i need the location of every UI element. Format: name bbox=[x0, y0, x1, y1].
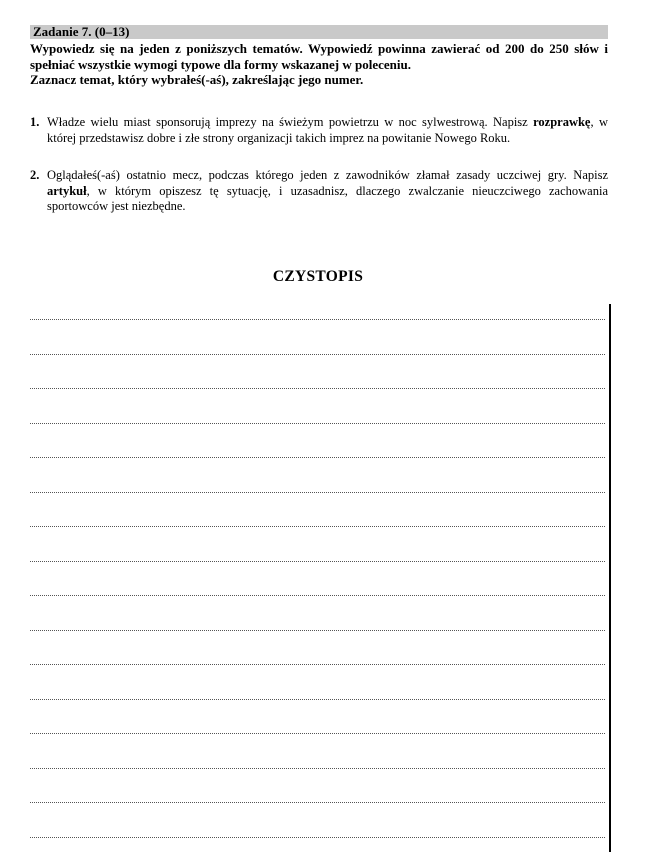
topic-list bbox=[30, 115, 608, 215]
writing-line[interactable] bbox=[30, 388, 605, 389]
writing-line[interactable] bbox=[30, 457, 605, 458]
writing-line[interactable] bbox=[30, 699, 605, 700]
task-instruction bbox=[30, 41, 608, 88]
writing-line[interactable] bbox=[30, 319, 605, 320]
topic-number-1[interactable]: 1. bbox=[30, 115, 40, 129]
writing-line[interactable] bbox=[30, 733, 605, 734]
writing-line[interactable] bbox=[30, 630, 605, 631]
task-header: Zadanie 7. (0–13) bbox=[30, 25, 608, 39]
writing-line[interactable] bbox=[30, 595, 605, 596]
clean-copy-title: CZYSTOPIS bbox=[272, 268, 364, 285]
margin-line bbox=[609, 304, 611, 852]
writing-line[interactable] bbox=[30, 664, 605, 665]
writing-line[interactable] bbox=[30, 768, 605, 769]
topic-item-2[interactable] bbox=[30, 168, 608, 215]
topic-text-2-after: , w którym opiszesz tę sytuację, i uzasadnisz, dlaczego zwalczanie nieuczciwego zachowania sportowców jest niezbędne. bbox=[47, 183, 608, 213]
instruction-choose-topic: Zaznacz temat, który wybrałeś(-aś), zakreślając jego numer. bbox=[30, 72, 364, 87]
writing-line[interactable] bbox=[30, 802, 605, 803]
topic-text-1-after: , w której przedstawisz dobre i złe strony organizacji takich imprez na powitanie Nowego Roku. bbox=[47, 115, 608, 145]
writing-line[interactable] bbox=[30, 561, 605, 562]
topic-form-2: artykuł bbox=[47, 183, 87, 198]
instruction-text: Wypowiedz się na jeden z poniższych tematów. Wypowiedź powinna zawierać od 200 do 250 słów i spełniać wszystkie wymogi typowe dla formy wskazanej w poleceniu. bbox=[30, 41, 608, 72]
topic-form-1: rozprawkę bbox=[533, 115, 591, 129]
writing-line[interactable] bbox=[30, 423, 605, 424]
topic-item-1[interactable] bbox=[30, 115, 608, 146]
writing-line[interactable] bbox=[30, 526, 605, 527]
writing-line[interactable] bbox=[30, 837, 605, 838]
writing-line[interactable] bbox=[30, 492, 605, 493]
topic-text-1-before: Władze wielu miast sponsorują imprezy na świeżym powietrzu w noc sylwestrową. Napisz bbox=[47, 115, 534, 129]
topic-text-2-before: Oglądałeś(-aś) ostatnio mecz, podczas którego jeden z zawodników złamał zasady uczciwej gry. Napisz bbox=[47, 168, 608, 182]
writing-line[interactable] bbox=[30, 354, 605, 355]
topic-number-2[interactable]: 2. bbox=[30, 168, 40, 182]
writing-area[interactable] bbox=[30, 304, 610, 852]
